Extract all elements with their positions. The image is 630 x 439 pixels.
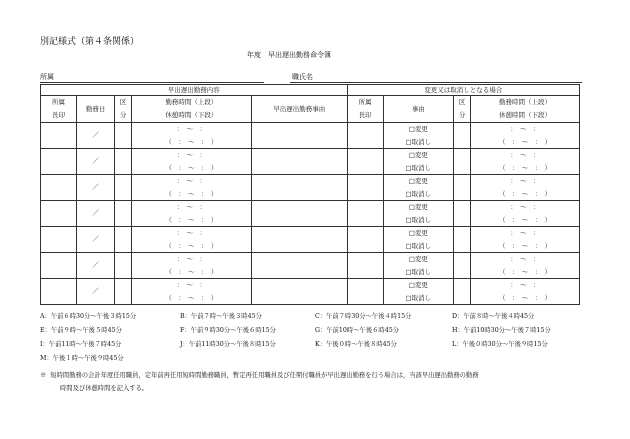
change-seal-cell[interactable] xyxy=(347,149,383,175)
work-date-cell[interactable]: ／ xyxy=(76,149,114,175)
legend-item: M：午後１時～午後９時45分 xyxy=(40,355,124,362)
header-change-category: 区 分 xyxy=(454,96,471,123)
affiliation-underline xyxy=(40,82,264,83)
table-row xyxy=(41,123,580,149)
legend-item: E：午前９時～午後５時45分 xyxy=(40,327,122,334)
header-work-date: 勤務日 xyxy=(76,96,114,123)
change-time-cell[interactable]: ： ～ ： （ ： ～ ： ） xyxy=(470,227,579,253)
table-row xyxy=(41,149,580,175)
work-date-cell[interactable]: ／ xyxy=(76,279,114,305)
change-reason-cell[interactable] xyxy=(383,227,454,253)
change-reason-cell[interactable] xyxy=(383,123,454,149)
change-category-cell[interactable] xyxy=(454,227,471,253)
legend-item: B：午前７時～午後３時45分 xyxy=(180,313,262,320)
time-cell[interactable]: ： ～ ： （ ： ～ ： ） xyxy=(132,123,252,149)
change-category-cell[interactable] xyxy=(454,123,471,149)
cancel-checkbox: □取消し xyxy=(405,137,432,146)
category-cell[interactable] xyxy=(115,227,132,253)
category-cell[interactable] xyxy=(115,123,132,149)
work-date-cell[interactable]: ／ xyxy=(76,201,114,227)
category-cell[interactable] xyxy=(115,253,132,279)
change-category-cell[interactable] xyxy=(454,279,471,305)
category-cell[interactable] xyxy=(115,279,132,305)
header-category: 区 分 xyxy=(115,96,132,123)
affiliation-label: 所属 xyxy=(40,73,54,81)
legend-item: K：午後０時～午後８時45分 xyxy=(315,341,397,348)
change-checkbox: □変更 xyxy=(408,281,428,290)
change-checkbox: □変更 xyxy=(408,177,428,186)
change-time-cell[interactable]: ： ～ ： （ ： ～ ： ） xyxy=(470,253,579,279)
cancel-checkbox: □取消し xyxy=(405,267,432,276)
reason-cell[interactable] xyxy=(251,175,347,201)
reason-cell[interactable] xyxy=(251,201,347,227)
time-cell[interactable]: ： ～ ： （ ： ～ ： ） xyxy=(132,279,252,305)
form-label: 別記様式（第４条関係） xyxy=(40,37,140,47)
seal-cell[interactable] xyxy=(41,123,77,149)
legend-item: H：午前10時30分～午後７時15分 xyxy=(452,327,551,334)
change-category-cell[interactable] xyxy=(454,175,471,201)
seal-cell[interactable] xyxy=(41,253,77,279)
category-cell[interactable] xyxy=(115,149,132,175)
table-row xyxy=(41,175,580,201)
seal-cell[interactable] xyxy=(41,279,77,305)
cancel-checkbox: □取消し xyxy=(405,163,432,172)
change-category-cell[interactable] xyxy=(454,253,471,279)
work-date-cell[interactable]: ／ xyxy=(76,175,114,201)
change-category-cell[interactable] xyxy=(454,201,471,227)
header-reason: 早出遅出勤務事由 xyxy=(251,96,347,123)
reason-cell[interactable] xyxy=(251,253,347,279)
change-seal-cell[interactable] xyxy=(347,279,383,305)
change-checkbox: □変更 xyxy=(408,203,428,212)
change-seal-cell[interactable] xyxy=(347,175,383,201)
note-line-2: 時間及び休憩時間を記入する。 xyxy=(60,385,149,392)
time-cell[interactable]: ： ～ ： （ ： ～ ： ） xyxy=(132,253,252,279)
work-date-cell[interactable]: ／ xyxy=(76,123,114,149)
time-cell[interactable]: ： ～ ： （ ： ～ ： ） xyxy=(132,149,252,175)
note-mark: ※ xyxy=(40,372,47,379)
section-header-work: 早出遅出勤務内容 xyxy=(41,85,348,96)
work-date-cell[interactable]: ／ xyxy=(76,253,114,279)
change-seal-cell[interactable] xyxy=(347,227,383,253)
table-row xyxy=(41,253,580,279)
order-register-table xyxy=(40,84,580,305)
cancel-checkbox: □取消し xyxy=(405,293,432,302)
reason-cell[interactable] xyxy=(251,123,347,149)
change-time-cell[interactable]: ： ～ ： （ ： ～ ： ） xyxy=(470,123,579,149)
seal-cell[interactable] xyxy=(41,201,77,227)
name-underline xyxy=(290,82,582,83)
section-header-change: 変更又は取消しとなる場合 xyxy=(347,85,579,96)
time-cell[interactable]: ： ～ ： （ ： ～ ： ） xyxy=(132,227,252,253)
table-row xyxy=(41,279,580,305)
legend-item: L：午後０時30分～午後９時15分 xyxy=(452,341,548,348)
change-time-cell[interactable]: ： ～ ： （ ： ～ ： ） xyxy=(470,175,579,201)
legend-item: F：午前９時30分～午後６時15分 xyxy=(180,327,276,334)
change-checkbox: □変更 xyxy=(408,229,428,238)
change-checkbox: □変更 xyxy=(408,125,428,134)
change-category-cell[interactable] xyxy=(454,149,471,175)
seal-cell[interactable] xyxy=(41,227,77,253)
legend-item: A：午前６時30分～午後３時15分 xyxy=(40,313,137,320)
table-row xyxy=(41,201,580,227)
header-time: 勤務時間（上段） 休憩時間（下段） xyxy=(132,96,252,123)
legend-item: J：午前11時30分～午後８時15分 xyxy=(180,341,276,348)
change-reason-cell[interactable] xyxy=(383,253,454,279)
header-change-time: 勤務時間（上段） 休憩時間（下段） xyxy=(470,96,579,123)
form-title: 年度 早出遅出勤務命令簿 xyxy=(247,51,331,59)
change-seal-cell[interactable] xyxy=(347,201,383,227)
seal-cell[interactable] xyxy=(41,175,77,201)
change-reason-cell[interactable] xyxy=(383,175,454,201)
note-line-1: ※ 短時間勤務の会計年度任用職員，定年前再任用短時間勤務職員，暫定再任用職員及び任期付職員が早出遅出勤務を行う場合は，当該早出遅出勤務の勤務 xyxy=(40,372,479,379)
cancel-checkbox: □取消し xyxy=(405,241,432,250)
change-seal-cell[interactable] xyxy=(347,123,383,149)
change-reason-cell[interactable] xyxy=(383,201,454,227)
header-change-seal: 所属 長印 xyxy=(347,96,383,123)
reason-cell[interactable] xyxy=(251,279,347,305)
time-cell[interactable]: ： ～ ： （ ： ～ ： ） xyxy=(132,175,252,201)
change-checkbox: □変更 xyxy=(408,255,428,264)
change-time-cell[interactable]: ： ～ ： （ ： ～ ： ） xyxy=(470,201,579,227)
legend-item: D：午前８時～午後４時45分 xyxy=(452,313,535,320)
change-reason-cell[interactable] xyxy=(383,279,454,305)
cancel-checkbox: □取消し xyxy=(405,189,432,198)
change-time-cell[interactable]: ： ～ ： （ ： ～ ： ） xyxy=(470,279,579,305)
change-time-cell[interactable]: ： ～ ： （ ： ～ ： ） xyxy=(470,149,579,175)
header-change-reason: 事由 xyxy=(383,96,454,123)
seal-cell[interactable] xyxy=(41,149,77,175)
legend-item: G：午前10時～午後６時45分 xyxy=(315,327,400,334)
table-row xyxy=(41,227,580,253)
header-seal: 所属 長印 xyxy=(41,96,77,123)
legend-item: I：午前11時～午後７時45分 xyxy=(40,341,122,348)
work-date-cell[interactable]: ／ xyxy=(76,227,114,253)
cancel-checkbox: □取消し xyxy=(405,215,432,224)
change-reason-cell[interactable] xyxy=(383,149,454,175)
legend-item: C：午前７時30分～午後４時15分 xyxy=(315,313,412,320)
category-cell[interactable] xyxy=(115,201,132,227)
reason-cell[interactable] xyxy=(251,227,347,253)
change-seal-cell[interactable] xyxy=(347,253,383,279)
change-checkbox: □変更 xyxy=(408,151,428,160)
name-label: 職氏名 xyxy=(292,73,313,81)
time-cell[interactable]: ： ～ ： （ ： ～ ： ） xyxy=(132,201,252,227)
reason-cell[interactable] xyxy=(251,149,347,175)
category-cell[interactable] xyxy=(115,175,132,201)
